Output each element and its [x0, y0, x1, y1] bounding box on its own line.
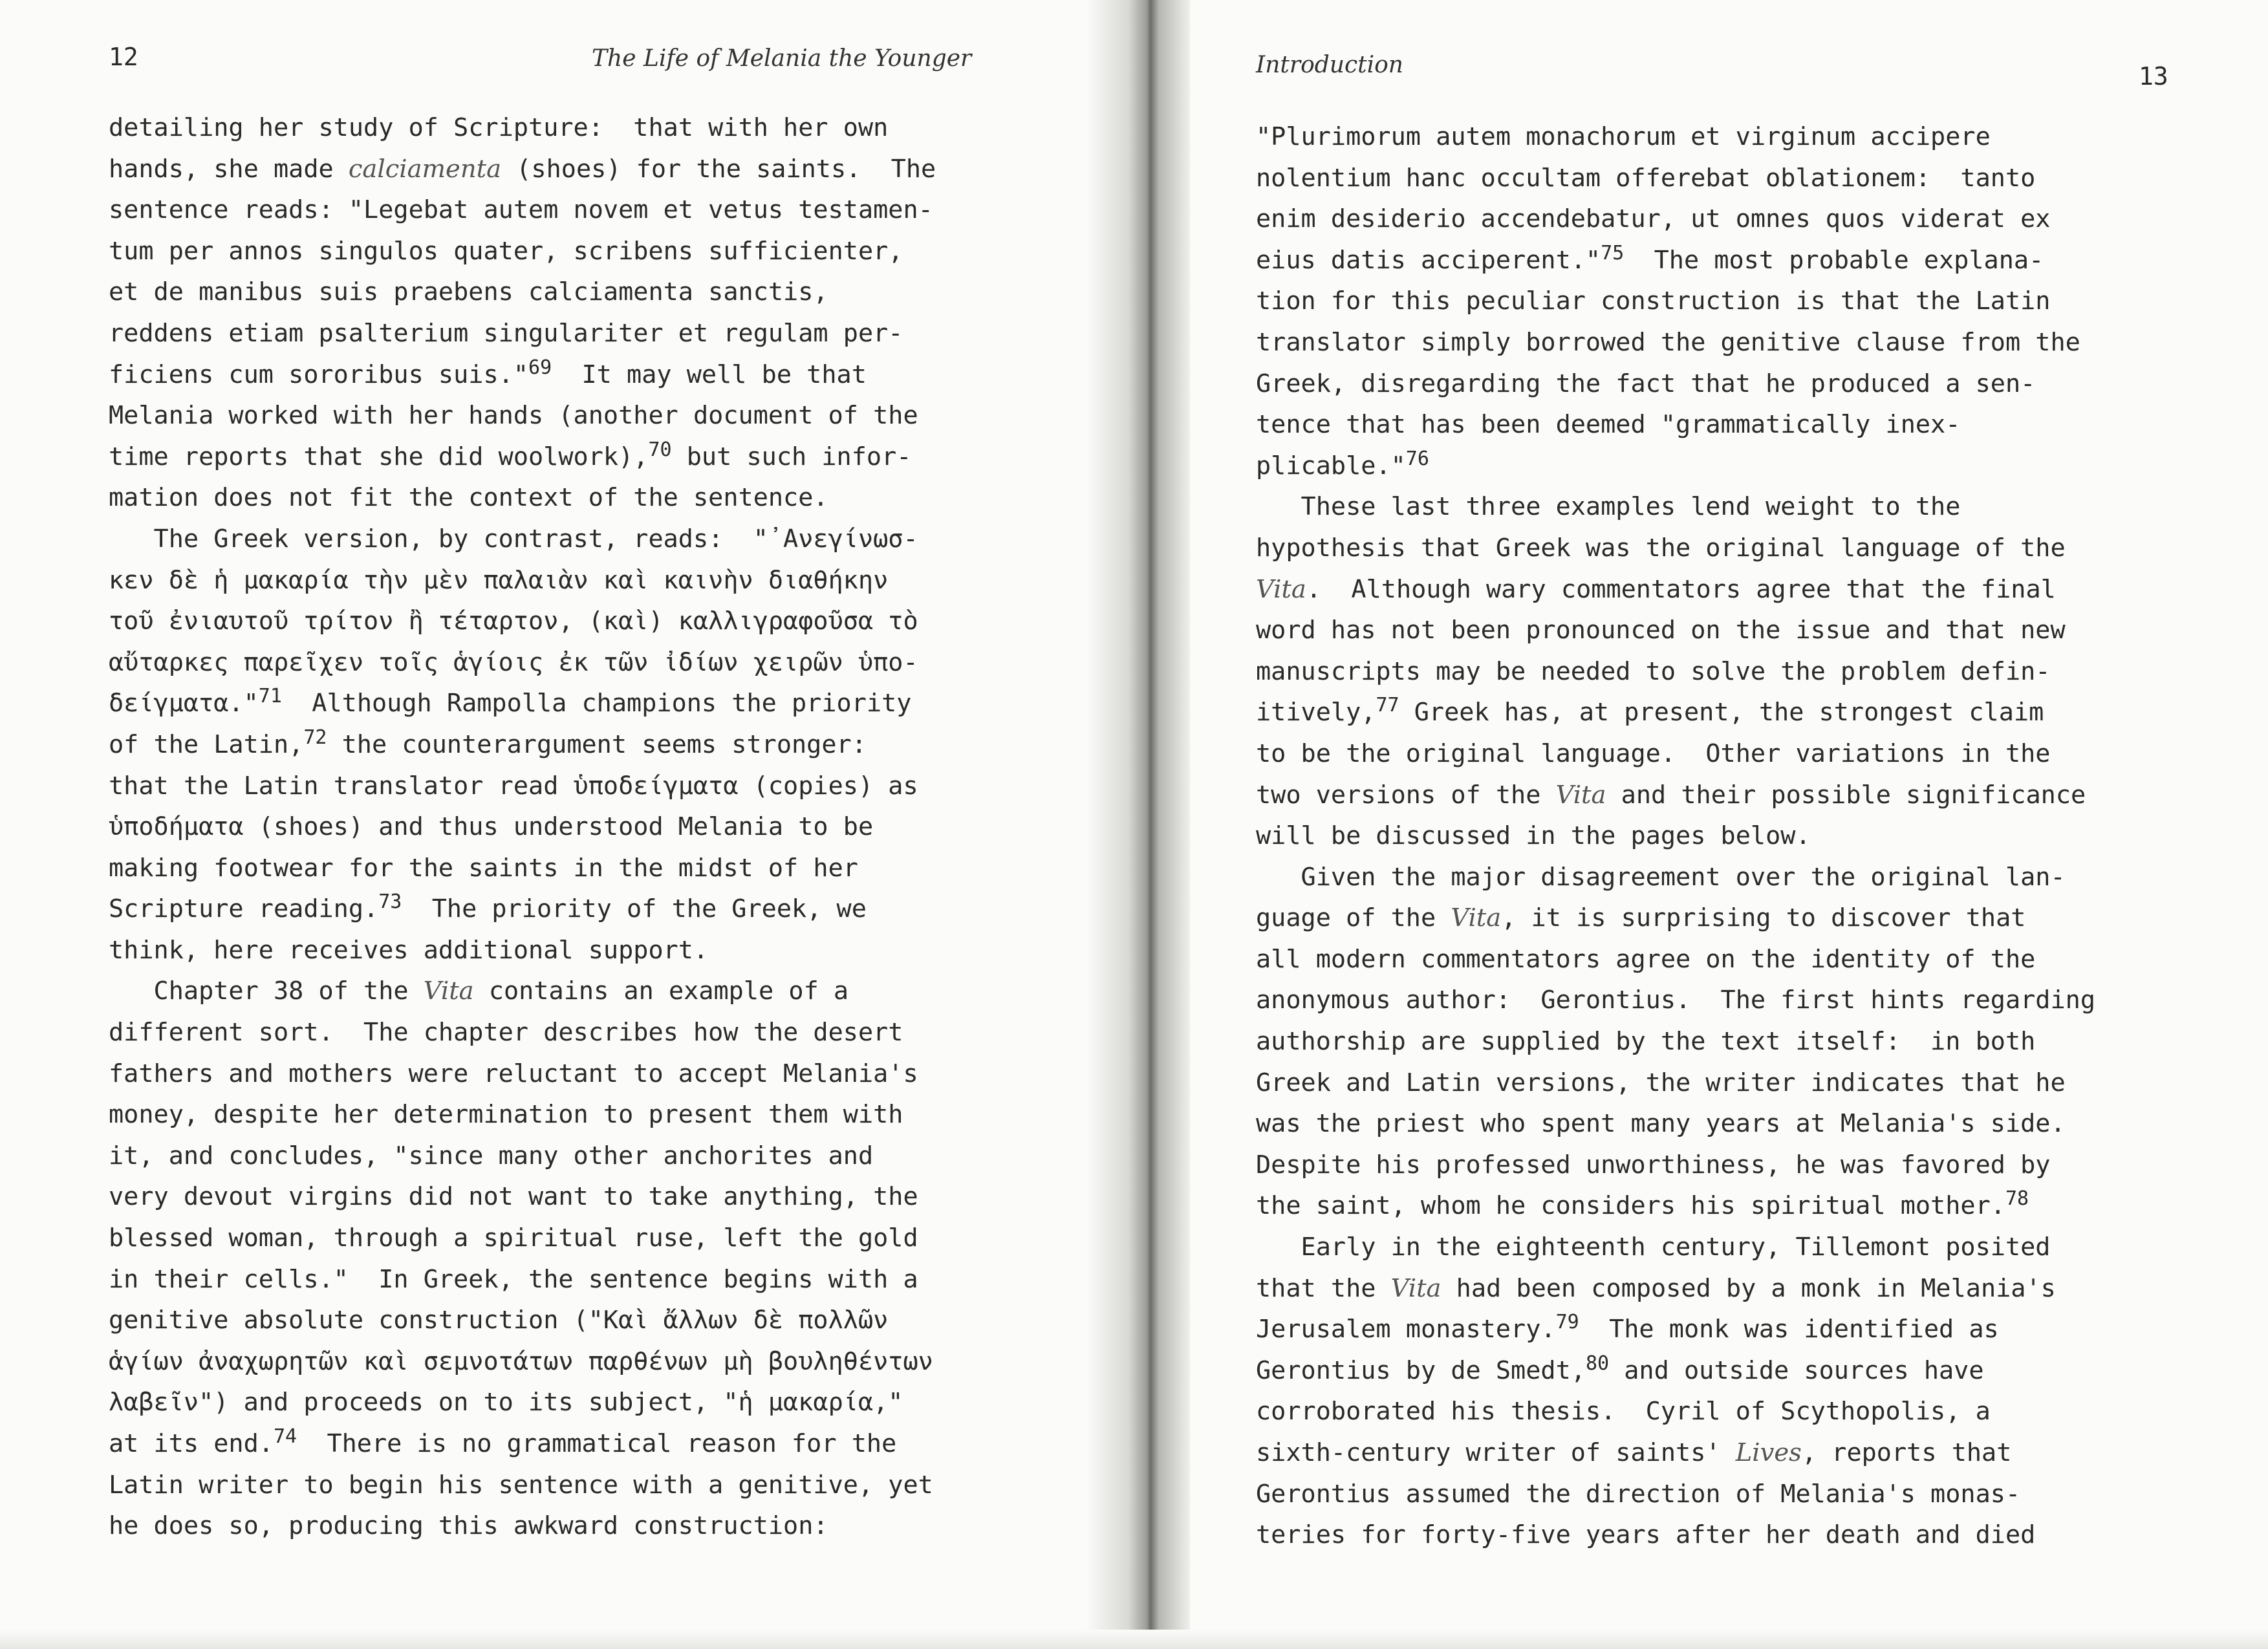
text-line: at its end.$^{74}$ There is no grammatical reason for the: [109, 1425, 897, 1458]
italic-term: Vita: [423, 976, 474, 1006]
text-line: These last three examples lend weight to the: [1256, 492, 1961, 522]
text-line: Jerusalem monastery.$^{79}$ The monk was identified as: [1256, 1311, 1999, 1344]
text-line: authorship are supplied by the text itself: in both: [1256, 1027, 2036, 1057]
text-line: Greek and Latin versions, the writer indicates that he: [1256, 1068, 2066, 1097]
footnote-marker: 76: [1405, 447, 1429, 470]
footnote-marker: 79: [1555, 1311, 1579, 1334]
text-line: ὑποδήματα (shoes) and thus understood Melania to be: [109, 812, 874, 842]
text-line: hypothesis that Greek was the original language of the: [1256, 533, 2066, 563]
text-line: "Plurimorum autem monachorum et virginum accipere: [1256, 122, 1991, 151]
footnote-marker: 73: [378, 890, 402, 914]
footnote-marker: 70: [648, 438, 672, 461]
text-line: blessed woman, through a spiritual ruse, left the gold: [109, 1223, 918, 1253]
text-line: making footwear for the saints in the midst of her: [109, 853, 858, 883]
left-page-number: 12: [109, 43, 138, 71]
footnote-marker: 75: [1601, 241, 1625, 264]
text-line: reddens etiam psalterium singulariter et regulam per-: [109, 318, 903, 348]
text-line: the saint, whom he considers his spiritual mother.$^{78}$: [1256, 1187, 2029, 1221]
right-running-head: Introduction: [1256, 52, 1403, 78]
text-line: sixth-century writer of saints' Lives, reports that: [1256, 1438, 2012, 1467]
italic-term: Vita: [1256, 574, 1306, 604]
page-bottom-edge: [0, 1630, 2268, 1649]
text-line: he does so, producing this awkward construction:: [109, 1511, 828, 1541]
right-body-text: [1256, 116, 2095, 1556]
text-line: Gerontius by de Smedt,$^{80}$ and outside sources have: [1256, 1352, 1984, 1385]
text-line: corroborated his thesis. Cyril of Scythopolis, a: [1256, 1397, 1991, 1427]
book-gutter: [1086, 0, 1190, 1649]
text-line: different sort. The chapter describes how the desert: [109, 1018, 903, 1048]
text-line: teries for forty-five years after her death and died: [1256, 1520, 2036, 1550]
text-line: Latin writer to begin his sentence with a genitive, yet: [109, 1470, 933, 1500]
text-line: was the priest who spent many years at Melania's side.: [1256, 1109, 2066, 1139]
text-line: λαβεῖν") and proceeds on to its subject, "ἡ μακαρία,": [109, 1388, 903, 1417]
text-line: itively,$^{77}$ Greek has, at present, the strongest claim: [1256, 694, 2044, 727]
text-line: manuscripts may be needed to solve the problem defin-: [1256, 656, 2051, 686]
right-page: [1158, 0, 2268, 1649]
text-line: very devout virgins did not want to take anything, the: [109, 1182, 918, 1212]
left-body-text: [109, 107, 936, 1547]
italic-term: Vita: [1390, 1273, 1442, 1303]
text-line: that the Vita had been composed by a monk in Melania's: [1256, 1273, 2056, 1303]
footnote-marker: 80: [1585, 1352, 1610, 1375]
footnote-marker: 69: [528, 356, 552, 379]
text-line: that the Latin translator read ὑποδείγματα (copies) as: [109, 771, 918, 801]
text-line: genitive absolute construction ("Καὶ ἄλλων δὲ πολλῶν: [109, 1306, 889, 1335]
italic-term: Lives: [1735, 1438, 1802, 1467]
right-page-number: 13: [2139, 62, 2168, 91]
text-line: nolentium hanc occultam offerebat oblationem: tanto: [1256, 163, 2036, 193]
text-line: et de manibus suis praebens calciamenta sanctis,: [109, 277, 828, 307]
text-line: δείγματα."$^{71}$ Although Rampolla champions the priority: [109, 685, 912, 718]
text-line: it, and concludes, "since many other anchorites and: [109, 1141, 874, 1170]
text-line: anonymous author: Gerontius. The first hints regarding: [1256, 986, 2096, 1015]
footnote-marker: 72: [303, 726, 327, 749]
text-line: Despite his professed unworthiness, he was favored by: [1256, 1150, 2051, 1180]
text-line: Greek, disregarding the fact that he produced a sen-: [1256, 369, 2036, 398]
text-line: The Greek version, by contrast, reads: "᾽Ανεγίνωσ-: [109, 524, 918, 554]
text-line: all modern commentators agree on the identity of the: [1256, 944, 2036, 974]
text-line: κεν δὲ ἡ μακαρία τὴν μὲν παλαιὰν καὶ καινὴν διαθήκην: [109, 565, 889, 595]
italic-term: Vita: [1451, 903, 1502, 933]
footnote-marker: 77: [1376, 694, 1399, 717]
text-line: to be the original language. Other variations in the: [1256, 738, 2051, 768]
text-line: Early in the eighteenth century, Tillemont posited: [1256, 1233, 2051, 1262]
text-line: in their cells." In Greek, the sentence begins with a: [109, 1264, 918, 1294]
text-line: word has not been pronounced on the issue and that new: [1256, 616, 2066, 645]
text-line: mation does not fit the context of the sentence.: [109, 483, 828, 513]
italic-term: Vita: [1555, 780, 1606, 810]
text-line: Melania worked with her hands (another document of the: [109, 401, 918, 431]
text-line: detailing her study of Scripture: that with her own: [109, 113, 889, 142]
text-line: fathers and mothers were reluctant to accept Melania's: [109, 1059, 918, 1088]
text-line: ficiens cum sororibus suis."$^{69}$ It may well be that: [109, 356, 867, 389]
footnote-marker: 71: [258, 685, 282, 708]
footnote-marker: 74: [273, 1425, 297, 1448]
text-line: translator simply borrowed the genitive clause from the: [1256, 327, 2080, 357]
text-line: hands, she made calciamenta (shoes) for the saints. The: [109, 154, 936, 184]
italic-term: calciamenta: [348, 154, 502, 184]
text-line: Gerontius assumed the direction of Melania's monas-: [1256, 1479, 2021, 1509]
text-line: tion for this peculiar construction is that the Latin: [1256, 286, 2051, 316]
text-line: tum per annos singulos quater, scribens sufficienter,: [109, 236, 903, 266]
text-line: tence that has been deemed "grammatically inex-: [1256, 410, 1961, 440]
text-line: Vita. Although wary commentators agree that the final: [1256, 574, 2056, 604]
text-line: Chapter 38 of the Vita contains an example of a: [109, 976, 849, 1006]
text-line: will be discussed in the pages below.: [1256, 821, 1811, 851]
text-line: αὔταρκες παρεῖχεν τοῖς ἁγίοις ἐκ τῶν ἰδίων χειρῶν ὑπο-: [109, 647, 918, 677]
text-line: time reports that she did woolwork),$^{70}$ but such infor-: [109, 438, 912, 471]
text-line: think, here receives additional support.: [109, 935, 709, 965]
text-line: enim desiderio accendebatur, ut omnes quos viderat ex: [1256, 204, 2051, 234]
text-line: Scripture reading.$^{73}$ The priority of the Greek, we: [109, 890, 867, 924]
text-line: Given the major disagreement over the original lan-: [1256, 862, 2066, 892]
left-running-head: The Life of Melania the Younger: [592, 45, 972, 72]
left-page: [0, 0, 1106, 1649]
text-line: money, despite her determination to present them with: [109, 1100, 903, 1130]
text-line: eius datis acciperent."$^{75}$ The most probable explana-: [1256, 241, 2044, 275]
text-line: sentence reads: "Legebat autem novem et vetus testamen-: [109, 195, 933, 225]
text-line: guage of the Vita, it is surprising to discover that: [1256, 903, 2026, 933]
text-line: ἁγίων ἀναχωρητῶν καὶ σεμνοτάτων παρθένων μὴ βουληθέντων: [109, 1346, 933, 1376]
footnote-marker: 78: [2005, 1187, 2029, 1211]
text-line: of the Latin,$^{72}$ the counterargument seems stronger:: [109, 726, 867, 759]
text-line: τοῦ ἐνιαυτοῦ τρίτον ἢ τέταρτον, (καὶ) καλλιγραφοῦσα τὸ: [109, 607, 918, 636]
text-line: plicable."$^{76}$: [1256, 447, 1429, 480]
text-line: two versions of the Vita and their possible significance: [1256, 780, 2086, 810]
